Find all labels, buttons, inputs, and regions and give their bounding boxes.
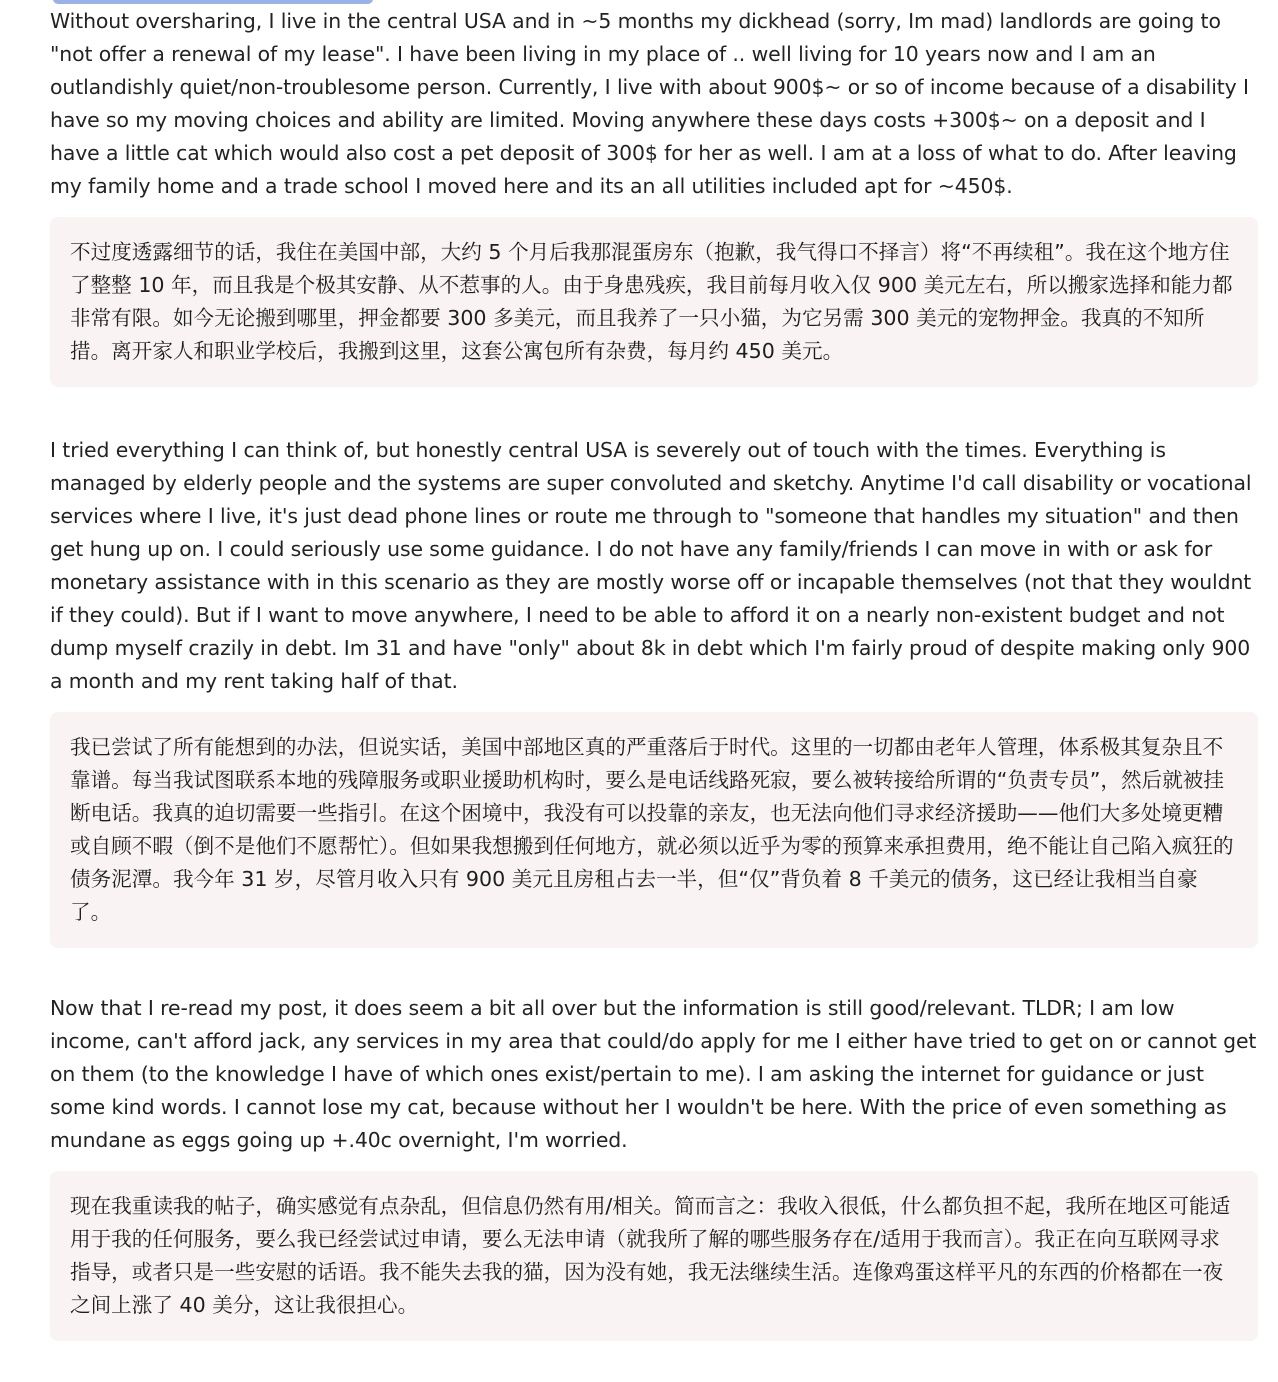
paragraph-spacer: [50, 387, 1258, 434]
original-paragraph-3: Now that I re-read my post, it does seem a bit all over but the information is still good/relevant. TLDR; I am low income, can't afford jack, any services in my area that could/do apply for me I either have tried to get on or cannot get on them (to the knowledge I have of which ones exist/pertain to me). I am asking the internet for guidance or just some kind words. I cannot lose my cat, because without her I wouldn't be here. With the price of even something as mundane as eggs going up +.40c overnight, I'm worried.: [50, 996, 1257, 1152]
translation-block-2: 我已尝试了所有能想到的办法，但说实话，美国中部地区真的严重落后于时代。这里的一切都由老年人管理，体系极其复杂且不靠谱。每当我试图联系本地的残障服务或职业援助机构时，要么是电话线路死寂，要么被转接给所谓的“负责专员”，然后就被挂断电话。我真的迫切需要一些指引。在这个困境中，我没有可以投靠的亲友，也无法向他们寻求经济援助——他们大多处境更糟或自顾不暇（倒不是他们不愿帮忙）。但如果我想搬到任何地方，就必须以近乎为零的预算来承担费用，绝不能让自己陷入疯狂的债务泥潭。我今年 31 岁，尽管月收入只有 900 美元且房租占去一半，但“仅”背负着 8 千美元的债务，这已经让我相当自豪了。: [50, 712, 1258, 948]
paragraph-spacer: [50, 948, 1258, 992]
translation-block-1: 不过度透露细节的话，我住在美国中部，大约 5 个月后我那混蛋房东（抱歉，我气得口不择言）将“不再续租”。我在这个地方住了整整 10 年，而且我是个极其安静、从不惹事的人。由于身患残疾，我目前每月收入仅 900 美元左右，所以搬家选择和能力都非常有限。如今无论搬到哪里，押金都要 300 多美元，而且我养了一只小猫，为它另需 300 美元的宠物押金。我真的不知所措。离开家人和职业学校后，我搬到这里，这套公寓包所有杂费，每月约 450 美元。: [50, 217, 1258, 387]
post-body: [50, 5, 1258, 1341]
translation-block-3: 现在我重读我的帖子，确实感觉有点杂乱，但信息仍然有用/相关。简而言之：我收入很低，什么都负担不起，我所在地区可能适用于我的任何服务，要么我已经尝试过申请，要么无法申请（就我所了解的哪些服务存在/适用于我而言）。我正在向互联网寻求指导，或者只是一些安慰的话语。我不能失去我的猫，因为没有她，我无法继续生活。连像鸡蛋这样平凡的东西的价格都在一夜之间上涨了 40 美分，这让我很担心。: [50, 1171, 1258, 1341]
original-paragraph-1: Without oversharing, I live in the central USA and in ~5 months my dickhead (sorry, Im mad) landlords are going to "not offer a renewal of my lease". I have been living in my place of .. well living for 10 years now and I am an outlandishly quiet/non-troublesome person. Currently, I live with about 900$~ or so of income because of a disability I have so my moving choices and ability are limited. Moving anywhere these days costs +300$~ on a deposit and I have a little cat which would also cost a pet deposit of 300$ for her as well. I am at a loss of what to do. After leaving my family home and a trade school I moved here and its an all utilities included apt for ~450$.: [50, 9, 1249, 198]
original-paragraph-2: I tried everything I can think of, but honestly central USA is severely out of touch with the times. Everything is managed by elderly people and the systems are super convoluted and sketchy. Anytime I'd call disability or vocational services where I live, it's just dead phone lines or route me through to "someone that handles my situation" and then get hung up on. I could seriously use some guidance. I do not have any family/friends I can move in with or ask for monetary assistance with in this scenario as they are mostly worse off or incapable themselves (not that they wouldnt if they could). But if I want to move anywhere, I need to be able to afford it on a nearly non-existent budget and not dump myself crazily in debt. Im 31 and have "only" about 8k in debt which I'm fairly proud of despite making only 900 a month and my rent taking half of that.: [50, 438, 1252, 693]
top-selection-highlight: [53, 0, 373, 4]
